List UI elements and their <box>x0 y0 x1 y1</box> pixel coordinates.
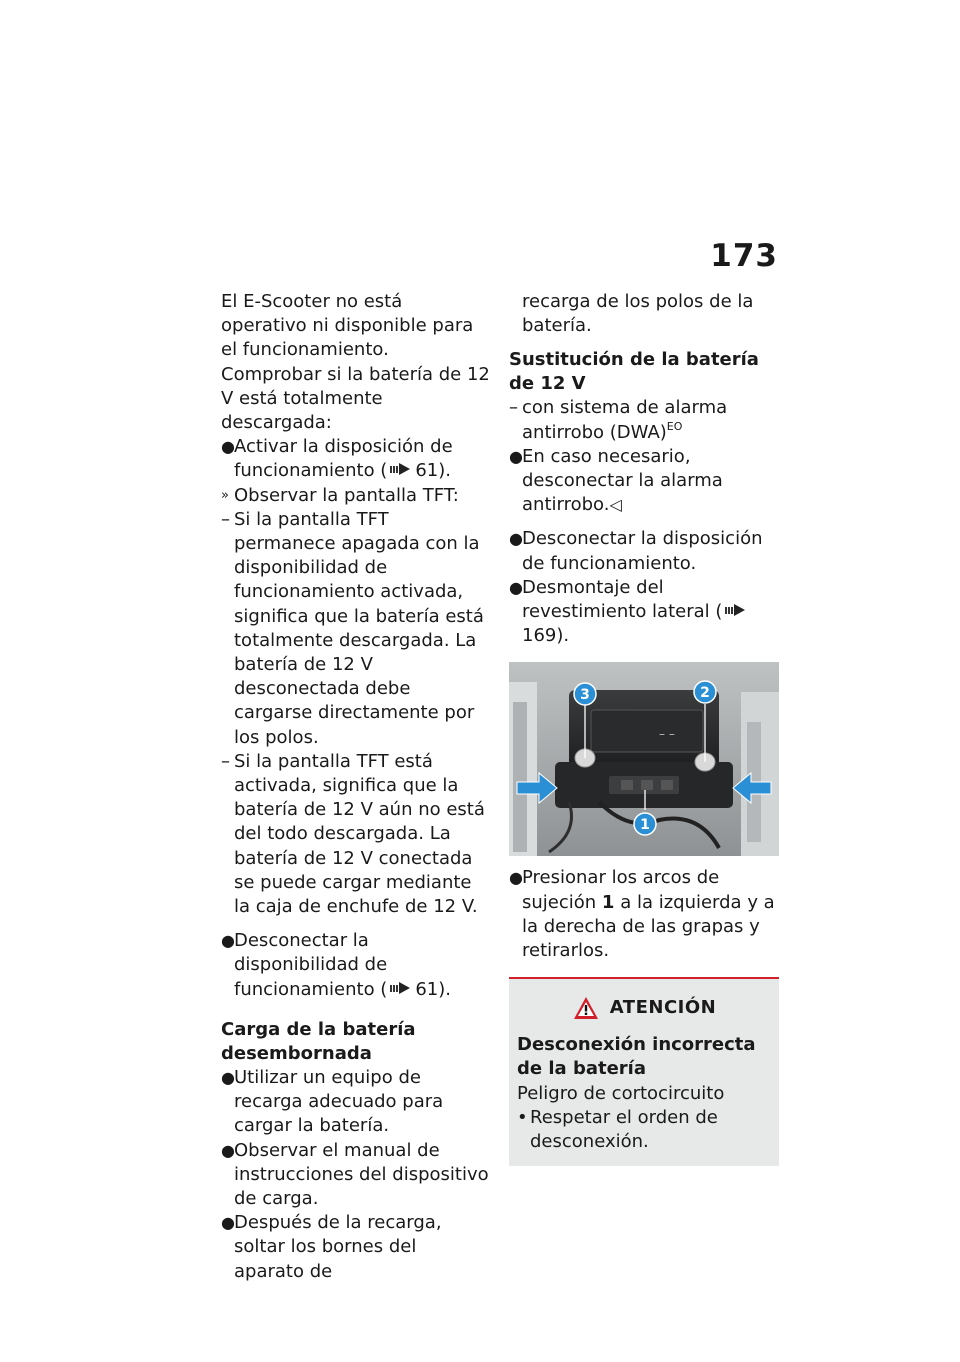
list-item: ● Observar el manual de instrucciones del dispositivo de carga. <box>221 1139 489 1209</box>
list-item: ● Activar la disposición de funcionamiento ( 61). <box>221 436 453 482</box>
right-column <box>509 290 779 1166</box>
warning-text: Peligro de cortocircuito <box>517 1082 725 1104</box>
list-item: – Si la pantalla TFT permanece apagada con la disponibilidad de funcionamiento activada, significa que la batería está totalmente descargada. La batería de 12 V desconectada debe cargarse directamente por los polos. <box>221 508 484 748</box>
list-item: ● En caso necesario, desconectar la alarma antirrobo.◁ <box>509 445 723 516</box>
bullet-icon: ● <box>509 529 523 549</box>
list-item: – Si la pantalla TFT está activada, significa que la batería de 12 V aún no está del todo descargada. La batería de 12 V conectada se puede cargar mediante la caja de enchufe de 12 V. <box>221 750 485 918</box>
bullet-icon: ● <box>221 437 235 457</box>
section-heading: Sustitución de la batería de 12 V <box>509 349 759 395</box>
page-reference[interactable]: 169). <box>522 625 570 647</box>
list-item: ● Presionar los arcos de sujeción 1 a la izquierda y a la derecha de las grapas y retirarlos. <box>509 867 775 962</box>
intro-text: El E-Scooter no está operativo ni disponible para el funcionamiento. Comprobar si la batería de 12 V está totalmente descargada: <box>221 291 490 434</box>
list-item: » Observar la pantalla TFT: <box>221 484 491 508</box>
page-reference-icon <box>390 463 412 475</box>
bullet-icon: ● <box>221 931 235 951</box>
bullet-icon: ● <box>221 1140 235 1160</box>
section-heading: Carga de la batería desembornada <box>221 1018 416 1064</box>
list-item: ● Utilizar un equipo de recarga adecuado para cargar la batería. <box>221 1066 444 1137</box>
list-item: ● Desconectar la disposición de funcionamiento. <box>509 528 763 574</box>
list-item: • Respetar el orden de desconexión. <box>517 1106 718 1153</box>
equipment-superscript: EO <box>666 419 683 433</box>
photo-label-3: 3 <box>580 687 590 704</box>
bullet-icon: ● <box>509 446 523 466</box>
page-reference-icon <box>725 604 747 616</box>
bullet-icon: ● <box>221 1067 235 1087</box>
continued-text: recarga de los polos de la batería. <box>522 291 754 337</box>
page-number: 173 <box>710 238 778 274</box>
page-reference-icon <box>390 982 412 994</box>
dash-marker: – <box>221 508 230 530</box>
warning-heading: Desconexión incorrecta de la batería <box>517 1034 756 1080</box>
result-arrow-icon: » <box>221 487 229 503</box>
bullet-icon: ● <box>509 868 523 888</box>
bullet-icon: ● <box>221 1213 235 1233</box>
warning-box <box>509 977 779 1166</box>
end-of-condition-icon: ◁ <box>609 495 622 515</box>
warning-triangle-icon <box>572 995 600 1021</box>
list-item: ● Desmontaje del revestimiento lateral ( 169). <box>509 576 779 649</box>
bullet-icon: • <box>517 1106 528 1128</box>
warning-title: ATENCIÓN <box>609 997 717 1019</box>
list-item: ● Desconectar la disponibilidad de funcionamiento ( 61). <box>221 930 451 1000</box>
dash-marker: – <box>221 750 230 772</box>
list-item: – con sistema de alarma antirrobo (DWA)$^{EO}$ <box>509 397 728 443</box>
page-reference[interactable]: 61). <box>415 978 451 1000</box>
svg-text:– –: – – <box>659 727 675 742</box>
part-number: 1 <box>601 891 615 913</box>
dash-marker: – <box>509 397 518 419</box>
left-column <box>221 290 491 1284</box>
bullet-icon: ● <box>509 577 523 597</box>
list-item: ● Después de la recarga, soltar los bornes del aparato de <box>221 1212 442 1282</box>
page-reference[interactable]: 61). <box>415 460 451 482</box>
battery-photo <box>509 662 779 856</box>
photo-label-1: 1 <box>640 817 650 834</box>
photo-label-2: 2 <box>700 685 710 702</box>
